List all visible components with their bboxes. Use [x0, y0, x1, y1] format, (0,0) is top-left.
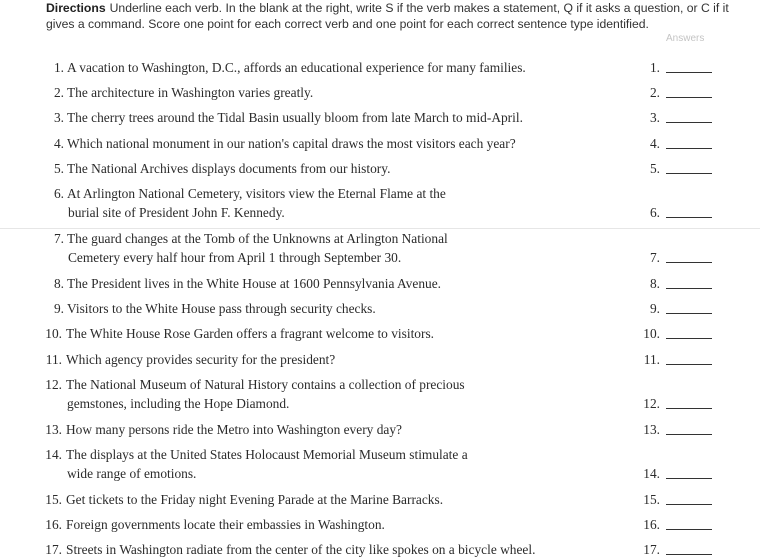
sentence-number: 8.: [53, 276, 64, 291]
sentence-text: [67, 184, 446, 222]
sentence-number: 6.: [53, 186, 64, 201]
answer-number: [630, 203, 660, 222]
answer-number-label: 1.: [649, 60, 660, 75]
answer-number: [630, 83, 660, 102]
sentence-number: 7.: [53, 231, 64, 246]
answer-blank[interactable]: [666, 408, 712, 409]
sentence-number: 1.: [53, 60, 64, 75]
answer-number: [630, 159, 660, 178]
answer-number: [630, 324, 660, 343]
answer-blank[interactable]: [666, 338, 712, 339]
sentence-number: 11.: [45, 352, 62, 367]
sentence-line: The guard changes at the Tomb of the Unknowns at Arlington National: [67, 231, 448, 246]
answers-column-label: Answers: [666, 33, 705, 44]
answer-number-label: 9.: [649, 301, 660, 316]
sentence-line: The National Archives displays documents from our history.: [67, 161, 391, 176]
sentence-text: [66, 490, 443, 509]
answer-number-label: 8.: [649, 276, 660, 291]
answer-blank[interactable]: [666, 262, 712, 263]
sentence-text: [66, 375, 465, 413]
answer-number-label: 2.: [649, 85, 660, 100]
answer-number: [630, 515, 660, 534]
sentence-text: [67, 134, 516, 153]
sentence-text: [66, 445, 468, 483]
answer-number-label: 16.: [643, 517, 660, 532]
answer-blank[interactable]: [666, 148, 712, 149]
sentence-number: 9.: [53, 301, 64, 316]
sentence-number: 3.: [53, 110, 64, 125]
sentence-line: Foreign governments locate their embassies in Washington.: [66, 517, 385, 532]
answer-blank[interactable]: [666, 97, 712, 98]
sentence-line: Streets in Washington radiate from the center of the city like spokes on a bicycle wheel.: [66, 542, 536, 557]
answer-number-label: 4.: [649, 136, 660, 151]
answer-blank[interactable]: [666, 478, 712, 479]
sentence-number: 5.: [53, 161, 64, 176]
sentence-number: 12.: [45, 377, 62, 392]
sentence-line: Visitors to the White House pass through security checks.: [67, 301, 376, 316]
answer-number: [630, 464, 660, 483]
sentence-number: 14.: [45, 447, 62, 462]
sentence-line: The National Museum of Natural History contains a collection of precious: [66, 377, 465, 392]
directions-line-1: [46, 0, 736, 16]
sentence-text: [67, 108, 523, 127]
answer-number-label: 6.: [649, 205, 660, 220]
answer-number-label: 17.: [643, 542, 660, 557]
sentence-line: The cherry trees around the Tidal Basin usually bloom from late March to mid-April.: [67, 110, 523, 125]
sentence-number: 13.: [45, 422, 62, 437]
sentence-line: How many persons ride the Metro into Washington every day?: [66, 422, 402, 437]
sentence-line: Which agency provides security for the president?: [66, 352, 336, 367]
sentence-number: 15.: [45, 492, 62, 507]
sentence-number: 17.: [45, 542, 62, 557]
answer-number-label: 13.: [643, 422, 660, 437]
answer-blank[interactable]: [666, 288, 712, 289]
sentence-line: Which national monument in our nation's capital draws the most visitors each year?: [67, 136, 516, 151]
sentence-text: [67, 299, 376, 318]
sentence-line: The displays at the United States Holocaust Memorial Museum stimulate a: [66, 447, 468, 462]
sentence-number: 4.: [53, 136, 64, 151]
directions: [46, 0, 736, 32]
answer-number: [630, 540, 660, 559]
answer-number-label: 12.: [643, 396, 660, 411]
answer-number-label: 10.: [643, 326, 660, 341]
answer-number: [630, 394, 660, 413]
sentence-number: 10.: [45, 326, 62, 341]
answer-number: [630, 58, 660, 77]
answer-number-label: 11.: [643, 352, 660, 367]
directions-line-2: gives a command. Score one point for each correct verb and one point for each correct sentence type identified.: [46, 17, 649, 31]
directions-heading: Directions: [46, 1, 106, 15]
directions-text-1: Underline each verb. In the blank at the right, write S if the verb makes a statement, Q if it asks a question, or C if it: [109, 1, 729, 15]
page-divider: [0, 228, 760, 229]
sentence-number: 16.: [45, 517, 62, 532]
answer-number: [630, 490, 660, 509]
answer-blank[interactable]: [666, 72, 712, 73]
answer-blank[interactable]: [666, 434, 712, 435]
sentence-text: [67, 274, 441, 293]
answer-number: [630, 134, 660, 153]
answer-number-label: 14.: [643, 466, 660, 481]
sentence-text: [66, 324, 434, 343]
sentence-continuation-line: burial site of President John F. Kennedy.: [68, 205, 285, 220]
sentence-text: [67, 83, 313, 102]
sentence-continuation-line: gemstones, including the Hope Diamond.: [67, 396, 290, 411]
answer-blank[interactable]: [666, 217, 712, 218]
answer-blank[interactable]: [666, 529, 712, 530]
sentence-text: [66, 350, 335, 369]
sentence-text: [66, 540, 535, 559]
answer-number: [630, 299, 660, 318]
sentence-line: At Arlington National Cemetery, visitors view the Eternal Flame at the: [67, 186, 446, 201]
answer-number-label: 15.: [643, 492, 660, 507]
answer-number: [630, 108, 660, 127]
answer-number-label: 5.: [649, 161, 660, 176]
sentence-line: A vacation to Washington, D.C., affords an educational experience for many families.: [67, 60, 526, 75]
answer-number: [630, 248, 660, 267]
answer-blank[interactable]: [666, 313, 712, 314]
sentence-line: The architecture in Washington varies greatly.: [67, 85, 314, 100]
sentence-number: 2.: [53, 85, 64, 100]
answer-blank[interactable]: [666, 122, 712, 123]
sentence-text: [67, 58, 526, 77]
sentence-text: [67, 159, 390, 178]
sentence-continuation-line: Cemetery every half hour from April 1 through September 30.: [68, 250, 402, 265]
answer-number: [630, 420, 660, 439]
answer-number: [630, 274, 660, 293]
answer-number: [630, 350, 660, 369]
sentence-line: Get tickets to the Friday night Evening Parade at the Marine Barracks.: [66, 492, 444, 507]
answer-blank[interactable]: [666, 364, 712, 365]
sentence-text: [66, 515, 385, 534]
sentence-continuation-line: wide range of emotions.: [67, 466, 197, 481]
sentence-line: The President lives in the White House at 1600 Pennsylvania Avenue.: [67, 276, 441, 291]
answer-number-label: 7.: [649, 250, 660, 265]
answer-number-label: 3.: [649, 110, 660, 125]
sentence-line: The White House Rose Garden offers a fragrant welcome to visitors.: [66, 326, 435, 341]
sentence-text: [67, 229, 448, 267]
answer-blank[interactable]: [666, 504, 712, 505]
sentence-text: [66, 420, 402, 439]
answer-blank[interactable]: [666, 173, 712, 174]
